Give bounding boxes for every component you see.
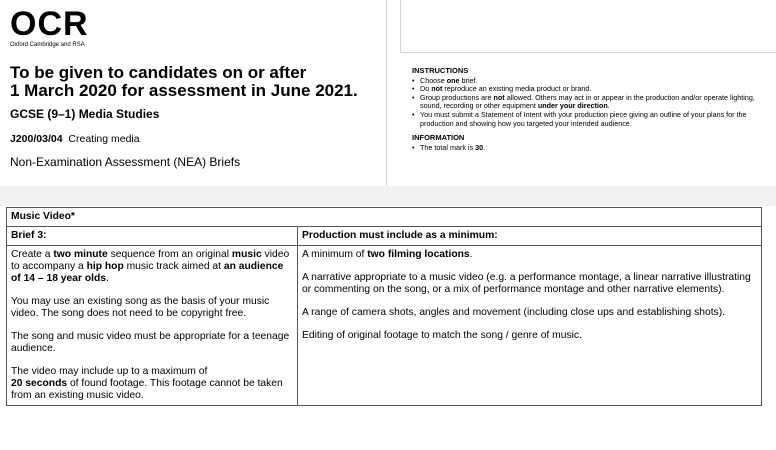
- instruction-item: • You must submit a Statement of Intent with your production piece giving an outline of your plans for the production and showing how you targeted your intended audience.: [412, 111, 776, 128]
- requirement-paragraph: A range of camera shots, angles and movement (including close ups and establishing shots).: [302, 307, 725, 318]
- section-title: Music Video*: [7, 208, 762, 227]
- instructions-panel: [412, 67, 776, 152]
- headline-line-2: 1 March 2020 for assessment in June 2021.: [10, 81, 358, 100]
- subject-title: GCSE (9–1) Media Studies: [10, 107, 160, 121]
- instructions-title: INSTRUCTIONS: [412, 66, 469, 75]
- brief-paragraph: You may use an existing song as the basis of your music video. The song does not need to be copyright free.: [11, 296, 270, 319]
- brief-paragraph: The song and music video must be appropriate for a teenage audience.: [11, 331, 290, 354]
- headline-line-1: To be given to candidates on or after: [10, 63, 307, 82]
- component-code-line: [10, 133, 140, 145]
- ocr-logo: [10, 5, 89, 48]
- requirements-cell: [298, 246, 762, 406]
- brief-paragraph: The video may include up to a maximum of 20 seconds of found footage. This footage cannot be taken from an existing music video.: [11, 366, 283, 401]
- release-headline: [10, 64, 358, 100]
- nea-title: Non-Examination Assessment (NEA) Briefs: [10, 155, 241, 169]
- requirements-header: Production must include as a minimum:: [298, 227, 762, 246]
- information-item: • The total mark is 30.: [412, 144, 776, 152]
- component-code: J200/03/04: [10, 133, 63, 145]
- information-panel: [412, 134, 776, 152]
- component-title: Creating media: [68, 133, 140, 145]
- table-section-row: [7, 208, 762, 227]
- requirement-paragraph: A narrative appropriate to a music video (e.g. a performance montage, a linear narrative illustrating or commenting on the song, or a mix of performance montage and other narrative elements).: [302, 272, 751, 295]
- instructions-list: [412, 77, 776, 129]
- logo-subtitle: Oxford Cambridge and RSA: [10, 42, 85, 48]
- table-row: [7, 246, 762, 406]
- table-header-row: [7, 227, 762, 246]
- information-title: INFORMATION: [412, 134, 465, 143]
- instruction-item: • Do not reproduce an existing media product or brand.: [412, 85, 776, 94]
- requirement-paragraph: Editing of original footage to match the song / genre of music.: [302, 330, 582, 341]
- requirement-paragraph: A minimum of two filming locations.: [302, 249, 473, 260]
- header-divider: [386, 0, 387, 186]
- document-header: [0, 0, 776, 186]
- candidate-details-box: [400, 0, 776, 53]
- instruction-item: • Group productions are not allowed. Others may act in or appear in the production and/or operate lighting, sound, recording or other equipment under your direction.: [412, 94, 776, 111]
- logo-wordmark: OCR: [10, 5, 89, 43]
- brief-table: [6, 207, 762, 406]
- brief-paragraph: Create a two minute sequence from an original music video to accompany a hip hop music track aimed at an audience of 14 – 18 year olds.: [11, 249, 290, 284]
- instruction-item: • Choose one brief.: [412, 77, 776, 86]
- brief-description-cell: [7, 246, 298, 406]
- brief-number-header: Brief 3:: [7, 227, 298, 246]
- page-gap: [0, 186, 776, 206]
